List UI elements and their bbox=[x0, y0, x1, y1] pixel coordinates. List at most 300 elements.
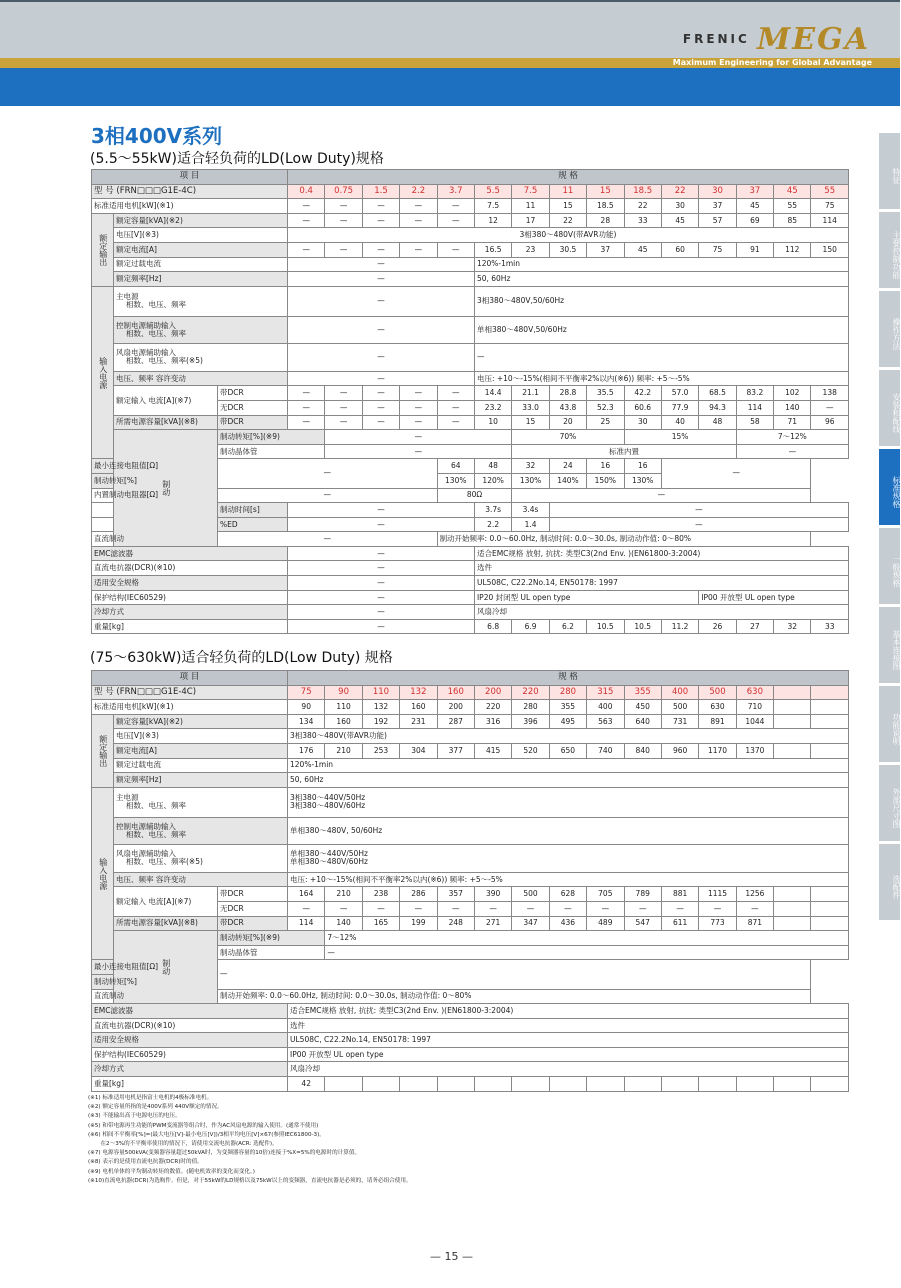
table-row bbox=[92, 700, 849, 715]
capacity-label: 额定容量[kVA](※2) bbox=[114, 714, 288, 729]
weight-value: 26 bbox=[699, 619, 736, 634]
dcr-dash: — bbox=[288, 561, 475, 576]
control-power-value: 单相380～480V, 50/60Hz bbox=[288, 817, 849, 844]
fan-power-label: 风扇电源辅助输入 相数、电压、频率(※5) bbox=[114, 343, 288, 371]
required-capacity-label: 所需电源容量[kVA](※8) bbox=[114, 415, 218, 430]
footnote: (※2) 额定容量所指的是400V系列 440V额定的情况。 bbox=[88, 1104, 223, 1111]
input-current-nodcr-value: 23.2 bbox=[474, 400, 511, 415]
capacity-value: 12 bbox=[474, 213, 511, 228]
table-row bbox=[92, 817, 849, 844]
page-header bbox=[0, 0, 900, 106]
protection-value: IP00 开放型 UL open type bbox=[288, 1047, 849, 1062]
side-tab[interactable]: 功能说明 bbox=[879, 686, 900, 762]
cooling-label: 冷却方式 bbox=[92, 605, 288, 620]
table-row bbox=[92, 242, 849, 257]
model-value bbox=[774, 685, 811, 700]
brake-time-label: 制动时间[s] bbox=[218, 503, 288, 518]
capacity-value: 316 bbox=[474, 714, 511, 729]
current-value: 91 bbox=[736, 242, 773, 257]
table-row bbox=[92, 1077, 849, 1092]
required-capacity-value: 140 bbox=[325, 916, 362, 931]
table-row bbox=[92, 685, 849, 700]
motor-label: 标准适用电机[kW](※1) bbox=[92, 700, 288, 715]
min-resistor-dash: — bbox=[218, 459, 438, 488]
table-row bbox=[92, 729, 849, 744]
input-current-dcr-value: 789 bbox=[624, 887, 661, 902]
dcr-without-label: 无DCR bbox=[218, 400, 288, 415]
table1-subtitle: (5.5～55kW)适合轻负荷的LD(Low Duty)规格 bbox=[90, 151, 384, 167]
motor-value: 37 bbox=[699, 199, 736, 214]
model-value: 18.5 bbox=[624, 184, 661, 199]
input-current-dcr-value: 83.2 bbox=[736, 386, 773, 401]
table-row bbox=[92, 787, 849, 817]
fan-power-dash: — bbox=[288, 343, 475, 371]
table-row bbox=[92, 931, 849, 946]
input-current-dcr-value: 881 bbox=[661, 887, 698, 902]
motor-value: — bbox=[400, 199, 437, 214]
table-row bbox=[92, 488, 849, 503]
weight-value: 33 bbox=[811, 619, 848, 634]
model-value: 45 bbox=[774, 184, 811, 199]
main-power-label: 主电源 相数、电压、频率 bbox=[114, 787, 288, 817]
input-current-nodcr-value: — bbox=[325, 400, 362, 415]
model-value: 1.5 bbox=[362, 184, 399, 199]
input-current-dcr-value: 705 bbox=[587, 887, 624, 902]
section-input: 输入电源 bbox=[92, 286, 114, 459]
weight-value: 32 bbox=[774, 619, 811, 634]
voltage-label: 电压[V](※3) bbox=[114, 729, 288, 744]
brake-transistor-value: 标准内置 bbox=[512, 444, 736, 459]
table-row bbox=[92, 386, 849, 401]
safety-dash: — bbox=[288, 576, 475, 591]
safety-label: 适用安全规格 bbox=[92, 1033, 288, 1048]
voltage-value: 3相380～480V(带AVR功能) bbox=[288, 729, 849, 744]
tolerance-dash: — bbox=[288, 371, 475, 386]
min-resistor-label: 最小连接电阻值[Ω] bbox=[92, 459, 218, 474]
input-current-nodcr-value: — bbox=[661, 901, 698, 916]
input-current-nodcr-value: — bbox=[400, 901, 437, 916]
emc-value: 适合EMC规格 放射, 抗扰: 类型C3(2nd Env. )(EN61800-3:2004) bbox=[474, 546, 848, 561]
input-current-nodcr-value bbox=[774, 901, 811, 916]
model-value: 11 bbox=[549, 184, 586, 199]
capacity-value: — bbox=[288, 213, 325, 228]
required-capacity-value: 25 bbox=[587, 415, 624, 430]
section-output: 额定输出 bbox=[92, 714, 114, 787]
header-spec: 规 格 bbox=[288, 671, 849, 686]
input-current-dcr-value bbox=[774, 887, 811, 902]
required-capacity-value: — bbox=[362, 415, 399, 430]
weight-value: 42 bbox=[288, 1077, 325, 1092]
brake-torque2-label: 制动转矩[%] bbox=[92, 473, 218, 488]
header-blue-band bbox=[0, 68, 900, 106]
required-capacity-value: 248 bbox=[437, 916, 474, 931]
current-value: 1170 bbox=[699, 743, 736, 758]
motor-value: 45 bbox=[736, 199, 773, 214]
required-capacity-value: — bbox=[437, 415, 474, 430]
current-value: 253 bbox=[362, 743, 399, 758]
weight-value bbox=[512, 1077, 549, 1092]
input-current-dcr-value: 238 bbox=[362, 887, 399, 902]
model-value: 3.7 bbox=[437, 184, 474, 199]
brake-transistor-value: — bbox=[325, 945, 849, 960]
current-value: 304 bbox=[400, 743, 437, 758]
input-current-dcr-value: — bbox=[288, 386, 325, 401]
motor-value: 75 bbox=[811, 199, 848, 214]
brake-torque2-value: 120% bbox=[474, 473, 511, 488]
input-current-dcr-value: 1115 bbox=[699, 887, 736, 902]
dcr-with-label: 带DCR bbox=[218, 415, 288, 430]
side-tab[interactable]: 特征 bbox=[879, 133, 900, 209]
table-row bbox=[92, 605, 849, 620]
brake-transistor-label: 制动晶体管 bbox=[218, 945, 325, 960]
weight-value bbox=[587, 1077, 624, 1092]
model-label: 型 号 (FRN□□□G1E-4C) bbox=[92, 685, 288, 700]
input-current-nodcr-value: — bbox=[512, 901, 549, 916]
brake-torque-dash: — bbox=[325, 430, 512, 445]
current-value: 415 bbox=[474, 743, 511, 758]
tolerance-label: 电压、频率 容许变动 bbox=[114, 371, 288, 386]
required-capacity-value: 10 bbox=[474, 415, 511, 430]
side-tab[interactable]: 主要控制功能 bbox=[879, 212, 900, 288]
input-current-nodcr-value: — bbox=[288, 400, 325, 415]
emc-label: EMC滤波器 bbox=[92, 546, 288, 561]
section-braking: 制动 bbox=[114, 931, 218, 1004]
input-current-dcr-value: 42.2 bbox=[624, 386, 661, 401]
min-resistor-value: 24 bbox=[549, 459, 586, 474]
input-current-dcr-value: 357 bbox=[437, 887, 474, 902]
voltage-label: 电压[V](※3) bbox=[114, 228, 288, 243]
required-capacity-value: 871 bbox=[736, 916, 773, 931]
side-tab[interactable]: 基本连接图 bbox=[879, 607, 900, 683]
capacity-value: 640 bbox=[624, 714, 661, 729]
main-power-value: 3相380～480V,50/60Hz bbox=[474, 286, 848, 316]
input-current-dcr-value: 390 bbox=[474, 887, 511, 902]
table-row bbox=[92, 714, 849, 729]
motor-value: 160 bbox=[400, 700, 437, 715]
capacity-value: 192 bbox=[362, 714, 399, 729]
model-value: 7.5 bbox=[512, 184, 549, 199]
table-row bbox=[92, 546, 849, 561]
current-value: 60 bbox=[661, 242, 698, 257]
brake-torque2-value: 140% bbox=[549, 473, 586, 488]
current-value: 45 bbox=[624, 242, 661, 257]
table-row bbox=[92, 170, 849, 185]
motor-value: 7.5 bbox=[474, 199, 511, 214]
required-capacity-value: 40 bbox=[661, 415, 698, 430]
brake-transistor-label: 制动晶体管 bbox=[218, 444, 325, 459]
frequency-label: 额定频率[Hz] bbox=[114, 272, 288, 287]
dc-brake-dash: — bbox=[218, 532, 438, 547]
current-value: 650 bbox=[549, 743, 586, 758]
dcr-value: 选件 bbox=[474, 561, 848, 576]
motor-value: 630 bbox=[699, 700, 736, 715]
capacity-value: 134 bbox=[288, 714, 325, 729]
capacity-value: — bbox=[325, 213, 362, 228]
motor-value: 30 bbox=[661, 199, 698, 214]
brake-torque-value: 7～12% bbox=[325, 931, 849, 946]
side-tab[interactable]: 外部尺寸图 bbox=[879, 765, 900, 841]
weight-value: 11.2 bbox=[661, 619, 698, 634]
table-row bbox=[92, 844, 849, 872]
model-value: 5.5 bbox=[474, 184, 511, 199]
table-row bbox=[92, 960, 849, 975]
input-current-nodcr-value: 140 bbox=[774, 400, 811, 415]
brake-time-dash: — bbox=[549, 503, 848, 518]
input-current-dcr-value: 210 bbox=[325, 887, 362, 902]
capacity-value: 69 bbox=[736, 213, 773, 228]
input-current-nodcr-value: — bbox=[811, 400, 848, 415]
required-capacity-value: 30 bbox=[624, 415, 661, 430]
footnote: (※1) 标准适用电机是指富士电机的4极标准电机。 bbox=[88, 1095, 213, 1101]
required-capacity-value: 15 bbox=[512, 415, 549, 430]
input-current-nodcr-value: 60.6 bbox=[624, 400, 661, 415]
min-resistor-value: 48 bbox=[474, 459, 511, 474]
required-capacity-value: 773 bbox=[699, 916, 736, 931]
brake-torque2-value: 130% bbox=[437, 473, 474, 488]
table-row bbox=[92, 619, 849, 634]
control-power-dash: — bbox=[288, 316, 475, 343]
required-capacity-value: — bbox=[400, 415, 437, 430]
motor-value: — bbox=[325, 199, 362, 214]
input-current-nodcr-value: 52.3 bbox=[587, 400, 624, 415]
voltage-value: 3相380～480V(带AVR功能) bbox=[288, 228, 849, 243]
required-capacity-value: 489 bbox=[587, 916, 624, 931]
required-capacity-value: 96 bbox=[811, 415, 848, 430]
weight-value: 10.5 bbox=[624, 619, 661, 634]
model-value: 110 bbox=[362, 685, 399, 700]
input-current-dcr-value: 500 bbox=[512, 887, 549, 902]
input-current-dcr-value: — bbox=[400, 386, 437, 401]
table-row bbox=[92, 773, 849, 788]
control-power-label: 控制电源辅助输入 相数、电压、频率 bbox=[114, 817, 288, 844]
control-power-value: 单相380～480V,50/60Hz bbox=[474, 316, 848, 343]
model-value: 75 bbox=[288, 685, 325, 700]
required-capacity-value: 114 bbox=[288, 916, 325, 931]
current-value: 377 bbox=[437, 743, 474, 758]
input-current-dcr-value: 57.0 bbox=[661, 386, 698, 401]
emc-label: EMC滤波器 bbox=[92, 1004, 288, 1019]
min-resistor-value: 64 bbox=[437, 459, 474, 474]
model-value: 160 bbox=[437, 685, 474, 700]
brake-torque2-value: 130% bbox=[512, 473, 549, 488]
model-value: 0.4 bbox=[288, 184, 325, 199]
capacity-value: 28 bbox=[587, 213, 624, 228]
current-value: 176 bbox=[288, 743, 325, 758]
current-value: 520 bbox=[512, 743, 549, 758]
min-resistor-value: 32 bbox=[512, 459, 549, 474]
input-current-dcr-value: 102 bbox=[774, 386, 811, 401]
section-braking: 制动 bbox=[114, 430, 218, 547]
capacity-value: 17 bbox=[512, 213, 549, 228]
capacity-value: 33 bbox=[624, 213, 661, 228]
table-row bbox=[92, 887, 849, 902]
current-value: — bbox=[437, 242, 474, 257]
table-row bbox=[92, 561, 849, 576]
side-tab[interactable]: 安装和配线 bbox=[879, 370, 900, 446]
input-current-nodcr-value: 114 bbox=[736, 400, 773, 415]
current-value: 210 bbox=[325, 743, 362, 758]
main-power-label: 主电源 相数、电压、频率 bbox=[114, 286, 288, 316]
model-value: 630 bbox=[736, 685, 773, 700]
input-current-dcr-value: — bbox=[325, 386, 362, 401]
weight-value bbox=[811, 1077, 848, 1092]
table-row bbox=[92, 743, 849, 758]
ed-dash: — bbox=[549, 517, 848, 532]
brake-torque-a: 70% bbox=[512, 430, 624, 445]
cooling-label: 冷却方式 bbox=[92, 1062, 288, 1077]
current-value bbox=[811, 743, 848, 758]
required-capacity-value: 48 bbox=[699, 415, 736, 430]
table2-subtitle: (75～630kW)适合轻负荷的LD(Low Duty) 规格 bbox=[90, 650, 393, 666]
ed-value: 1.4 bbox=[512, 517, 549, 532]
table-row bbox=[92, 1033, 849, 1048]
page-number: — 15 — bbox=[430, 1250, 473, 1263]
brake-torque2-label: 制动转矩[%] bbox=[92, 974, 218, 989]
required-capacity-value: 271 bbox=[474, 916, 511, 931]
weight-value: 6.8 bbox=[474, 619, 511, 634]
footnote: (※9) 电机单体的平均制动转矩的数值。(随电机效率的变化而变化。) bbox=[88, 1168, 255, 1175]
brake-torque2-value: 130% bbox=[624, 473, 661, 488]
table-row bbox=[92, 228, 849, 243]
weight-value bbox=[437, 1077, 474, 1092]
brake-torque-label: 制动转矩[%](※9) bbox=[218, 430, 325, 445]
input-current-dcr-value: 21.1 bbox=[512, 386, 549, 401]
input-current-nodcr-value: — bbox=[624, 901, 661, 916]
footnote: (※3) 不能输出高于电源电压的电压。 bbox=[88, 1113, 181, 1120]
brake-time-dash: — bbox=[288, 503, 475, 518]
capacity-value: 563 bbox=[587, 714, 624, 729]
overload-label: 额定过载电流 bbox=[114, 257, 288, 272]
ed-value: 2.2 bbox=[474, 517, 511, 532]
brand-mega: MEGA bbox=[757, 22, 870, 57]
table-row bbox=[92, 286, 849, 316]
required-capacity-value: — bbox=[288, 415, 325, 430]
current-value: 75 bbox=[699, 242, 736, 257]
dcr-with-label: 带DCR bbox=[218, 916, 288, 931]
input-current-nodcr-value: — bbox=[549, 901, 586, 916]
ed-dash: — bbox=[288, 517, 475, 532]
motor-value bbox=[811, 700, 848, 715]
blank-cell bbox=[92, 503, 114, 518]
header-item: 项 目 bbox=[92, 170, 288, 185]
input-current-dcr-value: 68.5 bbox=[699, 386, 736, 401]
brake-transistor-dash: — bbox=[736, 444, 848, 459]
table-row bbox=[92, 459, 849, 474]
header-item: 项 目 bbox=[92, 671, 288, 686]
input-current-nodcr-value: — bbox=[437, 400, 474, 415]
weight-value: 6.9 bbox=[512, 619, 549, 634]
input-current-dcr-value: 1256 bbox=[736, 887, 773, 902]
motor-label: 标准适用电机[kW](※1) bbox=[92, 199, 288, 214]
motor-value: — bbox=[362, 199, 399, 214]
required-capacity-value: 58 bbox=[736, 415, 773, 430]
side-tab[interactable]: 选配件 bbox=[879, 844, 900, 920]
side-tab-active[interactable]: 标准规格 bbox=[879, 449, 900, 525]
model-value: 400 bbox=[661, 685, 698, 700]
input-current-nodcr-value: — bbox=[474, 901, 511, 916]
input-current-dcr-value bbox=[811, 887, 848, 902]
input-current-dcr-value: — bbox=[437, 386, 474, 401]
brand-tagline: Maximum Engineering for Global Advantage bbox=[672, 58, 872, 67]
brake-torque-c: 7～12% bbox=[736, 430, 848, 445]
motor-value: — bbox=[288, 199, 325, 214]
input-current-nodcr-value bbox=[811, 901, 848, 916]
footnote: (※8) 表示的是使用直流电抗器(DCR)时的值。 bbox=[88, 1159, 203, 1166]
capacity-value: 85 bbox=[774, 213, 811, 228]
current-value: 37 bbox=[587, 242, 624, 257]
min-resistor-value: 16 bbox=[624, 459, 661, 474]
model-value: 55 bbox=[811, 184, 848, 199]
brake-torque-label: 制动转矩[%](※9) bbox=[218, 931, 325, 946]
capacity-value: 114 bbox=[811, 213, 848, 228]
weight-value bbox=[325, 1077, 362, 1092]
table-row bbox=[92, 532, 849, 547]
brake-torque-b: 15% bbox=[624, 430, 736, 445]
current-value: 840 bbox=[624, 743, 661, 758]
capacity-value: — bbox=[400, 213, 437, 228]
min-resistor-value: — bbox=[218, 960, 811, 989]
model-value: 37 bbox=[736, 184, 773, 199]
current-label: 额定电流[A] bbox=[114, 743, 288, 758]
capacity-value: 231 bbox=[400, 714, 437, 729]
dcr-value: 选件 bbox=[288, 1018, 849, 1033]
table-row bbox=[92, 989, 849, 1004]
input-current-dcr-value: 164 bbox=[288, 887, 325, 902]
motor-value: 11 bbox=[512, 199, 549, 214]
safety-label: 适用安全规格 bbox=[92, 576, 288, 591]
section-output: 额定输出 bbox=[92, 213, 114, 286]
table-row bbox=[92, 272, 849, 287]
table-row bbox=[92, 371, 849, 386]
table-row bbox=[92, 184, 849, 199]
model-value: 500 bbox=[699, 685, 736, 700]
dcr-label: 直流电抗器(DCR)(※10) bbox=[92, 561, 288, 576]
required-capacity-label: 所需电源容量[kVA](※8) bbox=[114, 916, 218, 931]
model-value: 280 bbox=[549, 685, 586, 700]
footnote: (※7) 电源容量500kVA(变频器容量超过50kVA时，为变频器容量的10倍)连接于%X=5%的电源时的计算值。 bbox=[88, 1150, 361, 1157]
brake-time-value: 3.4s bbox=[512, 503, 549, 518]
internal-resistor-dash: — bbox=[512, 488, 811, 503]
side-tab[interactable]: 一般规格 bbox=[879, 528, 900, 604]
emc-value: 适合EMC规格 放射, 抗扰: 类型C3(2nd Env. )(EN61800-3:2004) bbox=[288, 1004, 849, 1019]
side-tab[interactable]: 操作方法 bbox=[879, 291, 900, 367]
frequency-value: 50, 60Hz bbox=[288, 773, 849, 788]
cooling-value: 风扇冷却 bbox=[288, 1062, 849, 1077]
cooling-value: 风扇冷却 bbox=[474, 605, 848, 620]
table-row bbox=[92, 916, 849, 931]
footnote: (※6) 相间不平衡率[%]=(最大电压[V]-最小电压[V])/3相平均电压[V]×67(参照IEC61800-3)。 bbox=[88, 1131, 325, 1138]
frequency-value: 50, 60Hz bbox=[474, 272, 848, 287]
internal-resistor-label: 内置制动电阻器[Ω] bbox=[92, 488, 218, 503]
weight-value: 10.5 bbox=[587, 619, 624, 634]
capacity-value: 495 bbox=[549, 714, 586, 729]
dcr-with-label: 带DCR bbox=[218, 386, 288, 401]
spec-table-1 bbox=[91, 169, 849, 634]
fan-power-value: 单相380～440V/50Hz 单相380～480V/60Hz bbox=[288, 844, 849, 872]
footnote: (※10)直流电抗器(DCR)为选购件。但是，对于55kW的LD规格以及75kW以上的变频器，直流电抗器是必须的，请务必组合使用。 bbox=[88, 1177, 412, 1184]
required-capacity-value: 165 bbox=[362, 916, 399, 931]
emc-dash: — bbox=[288, 546, 475, 561]
motor-value: 22 bbox=[624, 199, 661, 214]
capacity-value: 160 bbox=[325, 714, 362, 729]
main-power-value: 3相380～440V/50Hz 3相380～480V/60Hz bbox=[288, 787, 849, 817]
input-current-nodcr-value: — bbox=[288, 901, 325, 916]
table-row bbox=[92, 430, 849, 445]
page-title: 3相400V系列 bbox=[91, 124, 223, 148]
brake-torque2-value: 150% bbox=[587, 473, 624, 488]
weight-value bbox=[661, 1077, 698, 1092]
input-current-nodcr-value: 43.8 bbox=[549, 400, 586, 415]
